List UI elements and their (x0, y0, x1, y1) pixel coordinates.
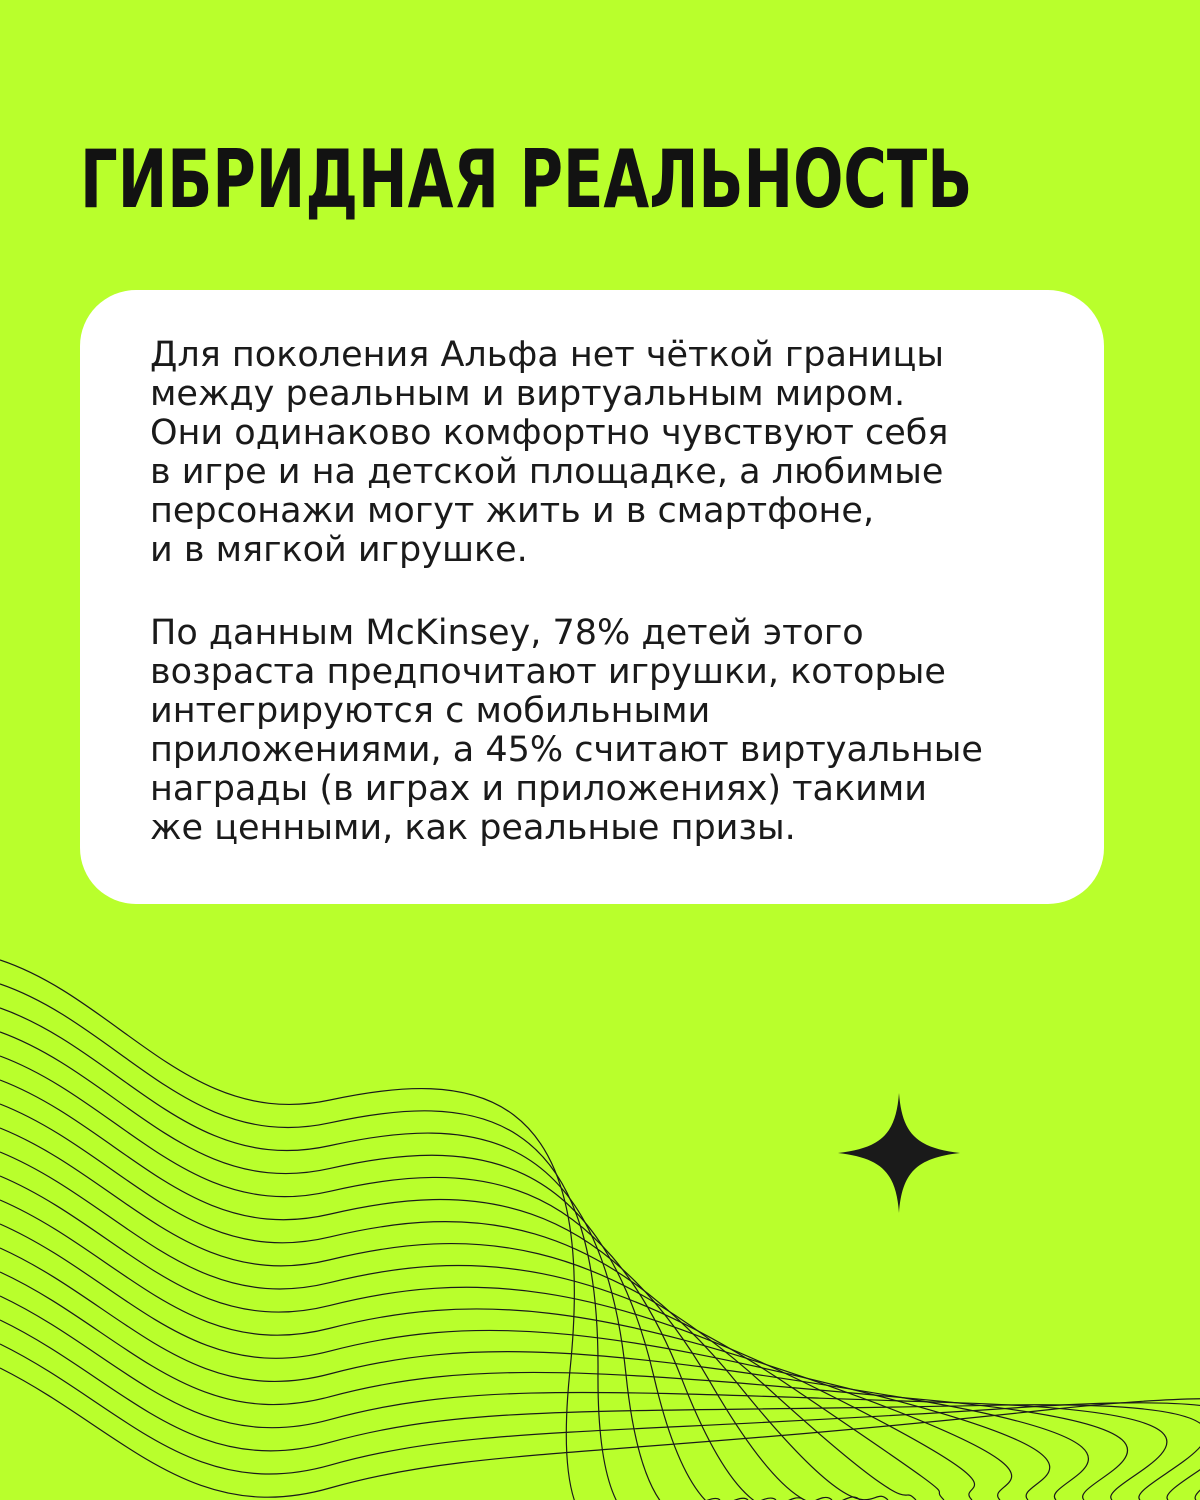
wave-line (0, 1296, 1167, 1500)
star-shape (838, 1093, 960, 1213)
four-point-star-icon (838, 1093, 960, 1213)
wave-line (0, 1152, 944, 1500)
wave-line (0, 1272, 1128, 1500)
wavy-lines-icon (0, 940, 1200, 1500)
wave-line (0, 1128, 916, 1500)
card-paragraph-1: Для поколения Альфа нет чёткой границы между реальным и виртуальным миром. Они одинаково комфортно чувствуют себя в игре и на детской площадке, а любимые персонажи могут жить и в смартфоне, и в мягкой игрушке. (150, 335, 949, 570)
wave-line (0, 1320, 1200, 1500)
wave-line (0, 1032, 804, 1500)
wave-line (0, 1248, 1088, 1500)
wave-line (0, 1104, 888, 1500)
text-card (80, 290, 1104, 904)
wave-line (0, 984, 748, 1500)
card-paragraph-2: По данным McKinsey, 78% детей этого возраста предпочитают игрушки, которые интегрируются с мобильными приложениями, а 45% считают виртуальные награды (в играх и приложениях) такими же ценными, как реальные призы. (150, 613, 983, 848)
page-title: ГИБРИДНАЯ РЕАЛЬНОСТЬ (80, 133, 973, 226)
wave-line (0, 1224, 1050, 1500)
wave-line (0, 1056, 832, 1500)
wave-line (0, 1008, 776, 1500)
wave-line (0, 1080, 860, 1500)
